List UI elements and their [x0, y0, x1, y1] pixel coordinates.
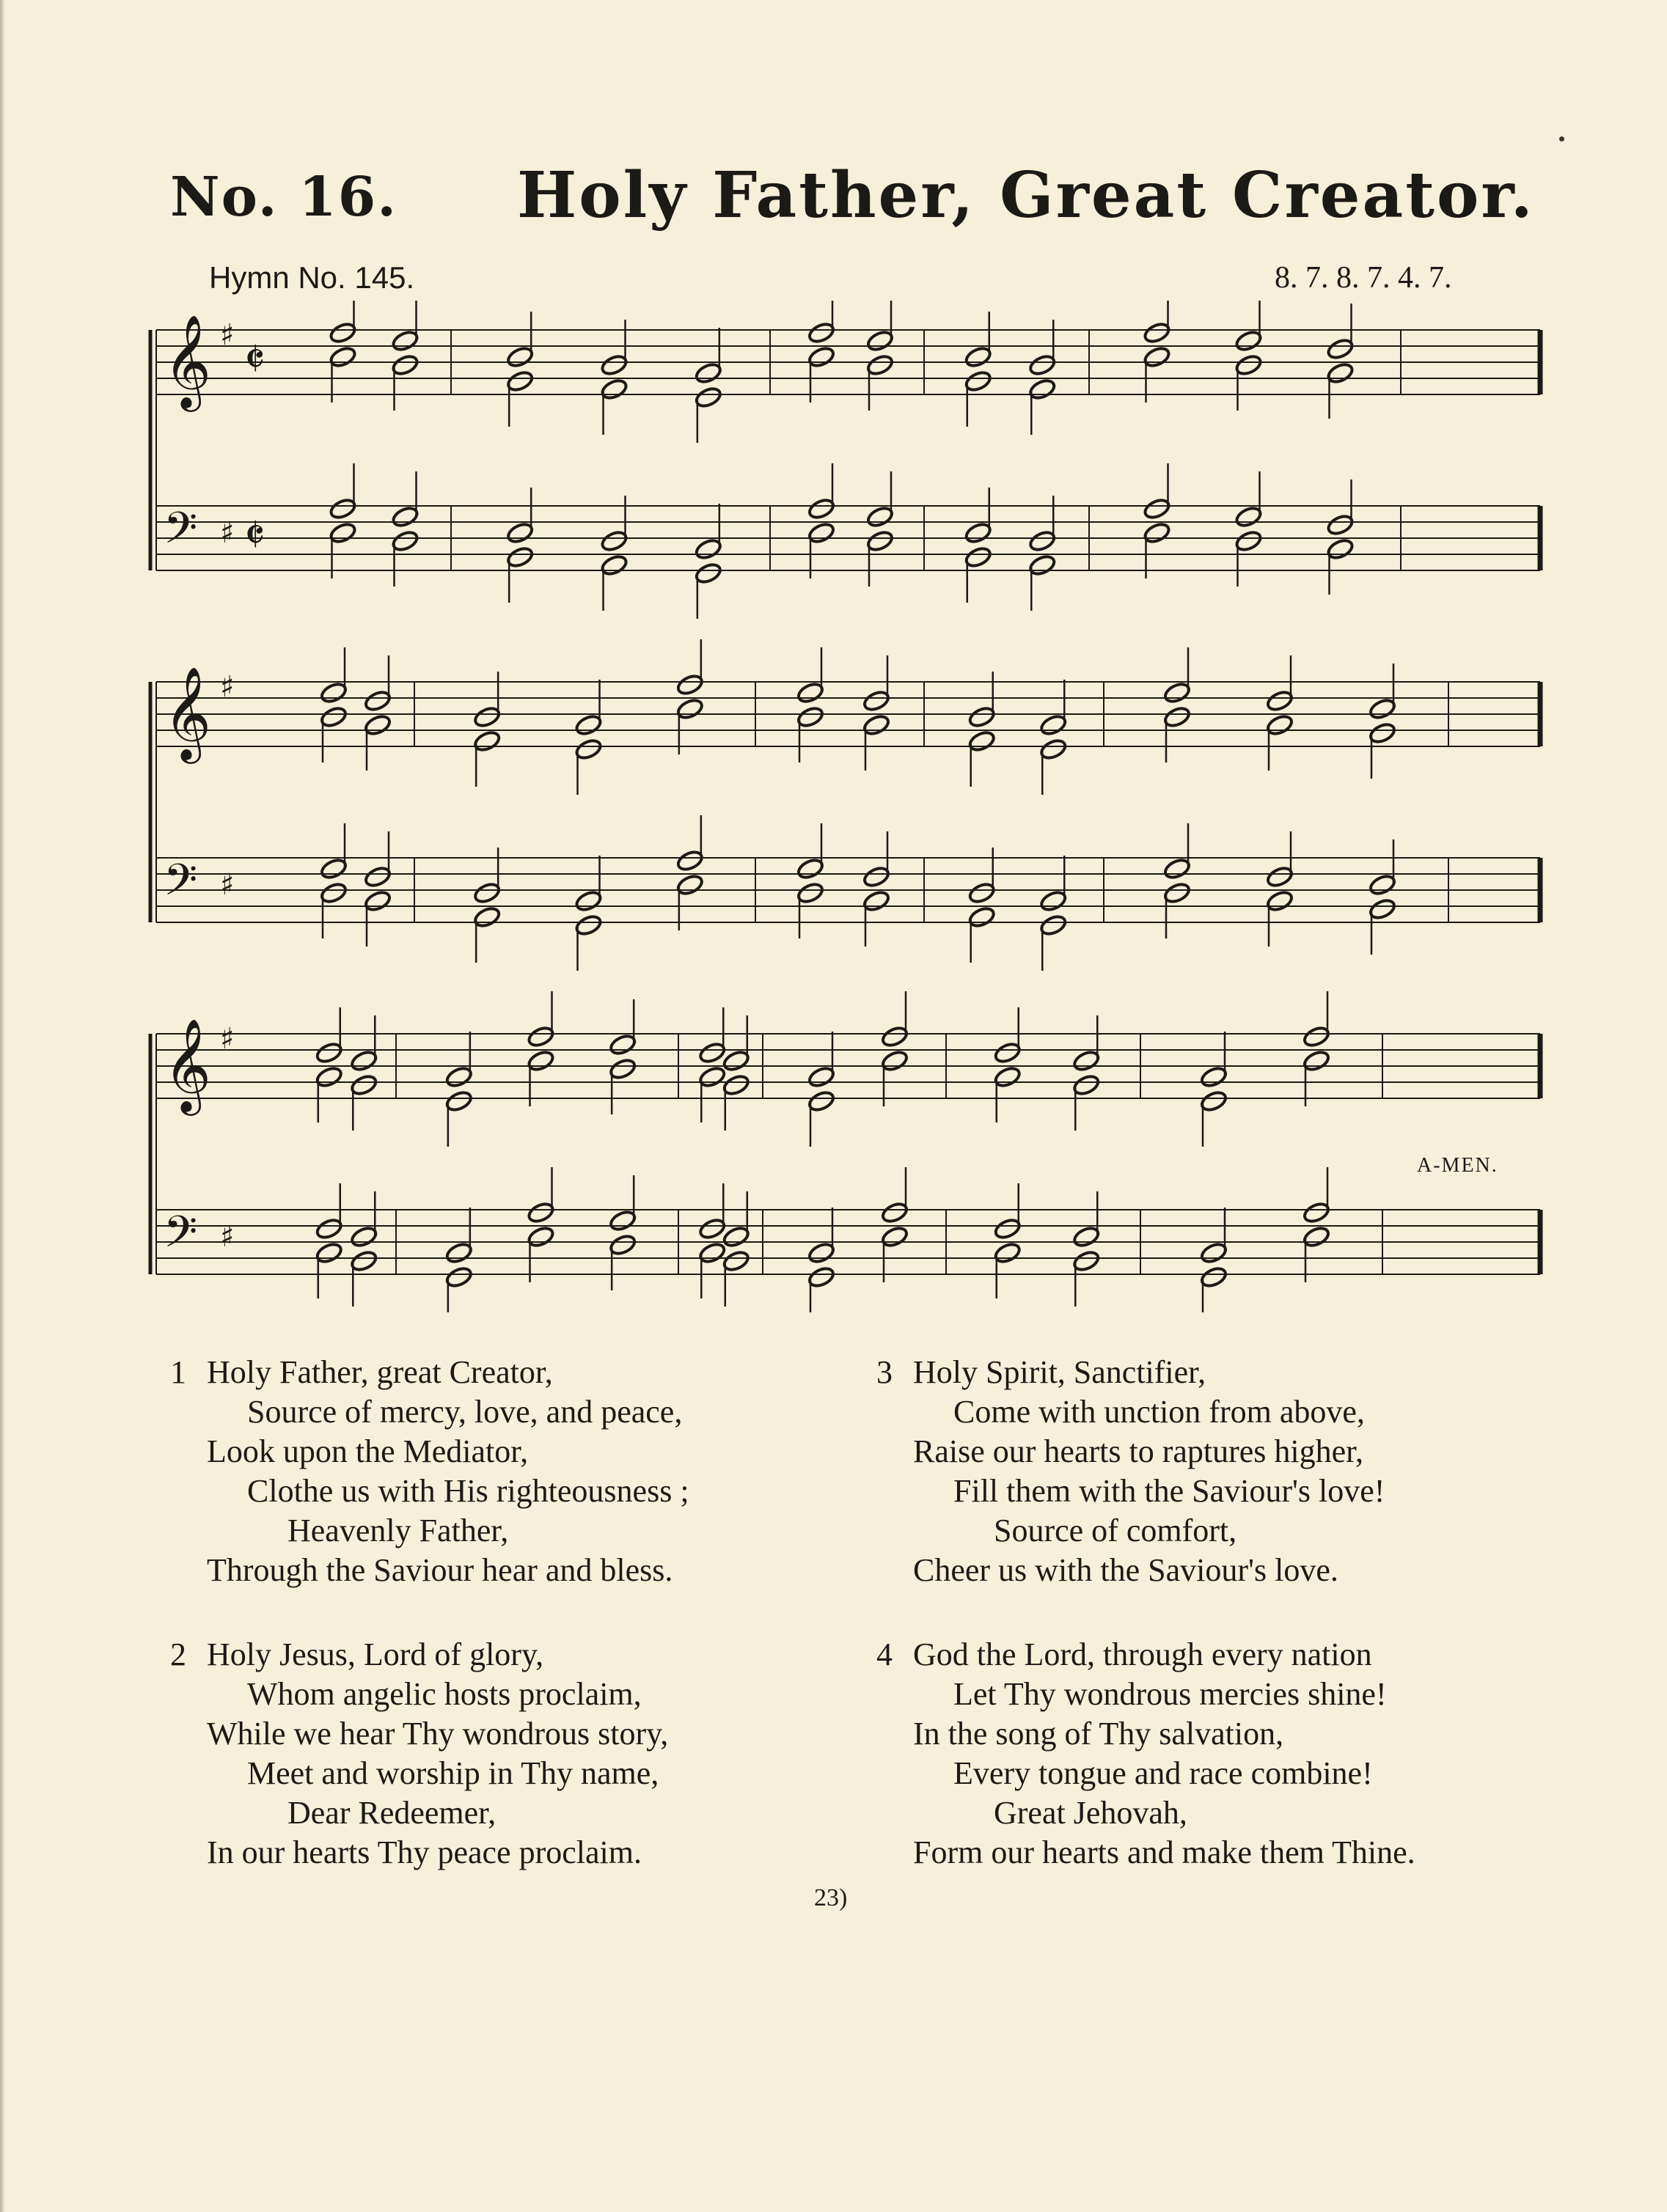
- note-head: [698, 1241, 727, 1265]
- hymn-reference: Hymn No. 145.: [209, 260, 415, 295]
- note-head: [698, 1065, 727, 1089]
- key-signature-sharp: ♯: [220, 318, 235, 352]
- verse-1: [170, 1353, 689, 1590]
- note-head: [1302, 1201, 1330, 1224]
- note-head: [600, 529, 629, 553]
- note-head: [574, 914, 603, 937]
- note-head: [1368, 697, 1396, 721]
- note-head: [993, 1217, 1022, 1241]
- note-head: [807, 1241, 835, 1265]
- note-head: [329, 321, 357, 345]
- note-head: [698, 1217, 727, 1241]
- note-head: [1368, 873, 1396, 897]
- note-head: [967, 705, 996, 729]
- verse-line: Raise our hearts to raptures higher,: [913, 1433, 1364, 1469]
- note-head: [1302, 1225, 1330, 1249]
- note-head: [350, 1225, 378, 1249]
- verse-number: 2: [170, 1636, 186, 1672]
- note-head: [807, 521, 835, 545]
- note-head: [600, 378, 629, 401]
- verse-line: Holy Jesus, Lord of glory,: [207, 1636, 544, 1672]
- treble-clef: 𝄞: [164, 666, 212, 760]
- note-head: [315, 1241, 343, 1265]
- note-head: [880, 1049, 909, 1073]
- note-head: [473, 881, 502, 905]
- note-head: [865, 329, 894, 353]
- note-head: [609, 1233, 637, 1257]
- note-head: [1302, 1025, 1330, 1048]
- verse-line: Dear Redeemer,: [287, 1795, 497, 1831]
- note-head: [1039, 889, 1068, 913]
- note-head: [329, 521, 357, 545]
- verse-line: While we hear Thy wondrous story,: [207, 1716, 669, 1752]
- note-head: [1234, 353, 1263, 377]
- note-head: [506, 521, 535, 545]
- note-head: [964, 521, 992, 545]
- note-head: [600, 353, 629, 377]
- note-head: [1199, 1241, 1228, 1265]
- note-head: [363, 713, 392, 737]
- note-head: [1234, 329, 1263, 353]
- note-head: [1326, 513, 1355, 537]
- verse-line: Source of comfort,: [994, 1513, 1237, 1548]
- note-head: [527, 1225, 555, 1249]
- verse-3: [876, 1353, 1385, 1590]
- bass-clef: 𝄢: [164, 854, 198, 916]
- note-head: [329, 497, 357, 521]
- note-head: [1326, 337, 1355, 361]
- note-head: [600, 554, 629, 577]
- note-head: [1265, 713, 1294, 737]
- note-head: [1143, 521, 1171, 545]
- bass-clef: 𝄢: [164, 1206, 198, 1268]
- note-head: [527, 1201, 555, 1224]
- note-head: [391, 505, 420, 529]
- note-head: [675, 697, 704, 721]
- time-signature: 𝄵: [244, 509, 265, 563]
- key-signature-sharp: ♯: [220, 1022, 235, 1056]
- note-head: [350, 1049, 378, 1073]
- verse-line: Through the Saviour hear and bless.: [207, 1552, 673, 1588]
- note-head: [319, 881, 348, 905]
- verse-line: Every tongue and race combine!: [953, 1755, 1373, 1791]
- note-head: [862, 713, 890, 737]
- note-head: [329, 345, 357, 369]
- note-head: [796, 881, 824, 905]
- note-head: [319, 705, 348, 729]
- page-number: 23): [814, 1884, 848, 1911]
- verse-4: [876, 1635, 1415, 1873]
- time-signature: 𝄵: [244, 333, 265, 387]
- note-head: [865, 529, 894, 553]
- note-head: [796, 857, 824, 881]
- note-head: [722, 1225, 750, 1249]
- note-head: [807, 321, 835, 345]
- verse-number: 4: [876, 1636, 893, 1672]
- key-signature-sharp: ♯: [220, 670, 235, 704]
- title-row: [0, 153, 1667, 248]
- note-head: [315, 1041, 343, 1065]
- verse-line: Form our hearts and make them Thine.: [913, 1834, 1415, 1870]
- note-head: [506, 345, 535, 369]
- note-head: [506, 545, 535, 569]
- note-head: [391, 353, 420, 377]
- note-head: [444, 1065, 473, 1089]
- note-head: [444, 1090, 473, 1113]
- note-head: [694, 361, 722, 385]
- note-head: [609, 1057, 637, 1081]
- note-head: [1143, 345, 1171, 369]
- note-head: [1143, 497, 1171, 521]
- note-head: [964, 545, 992, 569]
- verse-line: In our hearts Thy peace proclaim.: [207, 1834, 642, 1870]
- note-head: [796, 705, 824, 729]
- note-head: [675, 673, 704, 697]
- note-head: [722, 1049, 750, 1073]
- note-head: [1028, 353, 1057, 377]
- note-head: [363, 865, 392, 889]
- verse-number: 3: [876, 1354, 893, 1390]
- note-head: [609, 1209, 637, 1232]
- verse-line: Meet and worship in Thy name,: [247, 1755, 659, 1791]
- note-head: [993, 1041, 1022, 1065]
- note-head: [1234, 505, 1263, 529]
- note-head: [473, 705, 502, 729]
- verse-number: 1: [170, 1354, 186, 1390]
- note-head: [807, 345, 835, 369]
- note-head: [1265, 889, 1294, 913]
- note-head: [574, 713, 603, 737]
- key-signature-sharp: ♯: [220, 1220, 235, 1254]
- note-head: [1028, 554, 1057, 577]
- note-head: [506, 370, 535, 393]
- note-head: [473, 730, 502, 753]
- verse-line: Fill them with the Saviour's love!: [953, 1473, 1385, 1509]
- note-head: [1028, 378, 1057, 401]
- note-head: [1326, 361, 1355, 385]
- note-head: [675, 849, 704, 872]
- note-head: [964, 370, 992, 393]
- note-head: [993, 1241, 1022, 1265]
- note-head: [1199, 1065, 1228, 1089]
- note-head: [1162, 681, 1191, 705]
- note-head: [865, 505, 894, 529]
- note-head: [880, 1225, 909, 1249]
- note-head: [967, 730, 996, 753]
- note-head: [722, 1073, 750, 1097]
- note-head: [363, 889, 392, 913]
- music-score: [143, 301, 1558, 1312]
- note-head: [391, 529, 420, 553]
- note-head: [880, 1025, 909, 1048]
- note-head: [694, 386, 722, 409]
- note-head: [391, 329, 420, 353]
- treble-clef: 𝄞: [164, 314, 212, 408]
- note-head: [807, 1265, 835, 1289]
- verse-line: In the song of Thy salvation,: [913, 1716, 1284, 1752]
- note-head: [967, 881, 996, 905]
- note-head: [1265, 865, 1294, 889]
- score-svg: [143, 301, 1558, 1312]
- note-head: [722, 1249, 750, 1273]
- note-head: [1234, 529, 1263, 553]
- note-head: [675, 873, 704, 897]
- amen-label: A-MEN.: [1417, 1154, 1498, 1177]
- note-head: [865, 353, 894, 377]
- note-head: [350, 1249, 378, 1273]
- note-head: [964, 345, 992, 369]
- verse-line: Whom angelic hosts proclaim,: [247, 1676, 642, 1712]
- note-head: [1199, 1265, 1228, 1289]
- verse-line: God the Lord, through every nation: [913, 1636, 1372, 1672]
- note-head: [1072, 1225, 1101, 1249]
- meter: 8. 7. 8. 7. 4. 7.: [1275, 261, 1452, 295]
- note-head: [1199, 1090, 1228, 1113]
- verse-line: Holy Father, great Creator,: [207, 1354, 553, 1390]
- note-head: [315, 1065, 343, 1089]
- note-head: [1326, 537, 1355, 561]
- note-head: [609, 1033, 637, 1057]
- note-head: [444, 1241, 473, 1265]
- verse-line: Heavenly Father,: [287, 1513, 509, 1548]
- note-head: [350, 1073, 378, 1097]
- note-head: [527, 1025, 555, 1048]
- note-head: [473, 905, 502, 929]
- note-head: [1039, 914, 1068, 937]
- note-head: [1143, 321, 1171, 345]
- verse-line: Let Thy wondrous mercies shine!: [953, 1676, 1387, 1712]
- verse-line: Look upon the Mediator,: [207, 1433, 529, 1469]
- treble-clef: 𝄞: [164, 1018, 212, 1111]
- note-head: [1072, 1049, 1101, 1073]
- note-head: [444, 1265, 473, 1289]
- note-head: [880, 1201, 909, 1224]
- note-head: [1162, 705, 1191, 729]
- note-head: [1265, 689, 1294, 713]
- speck: [1559, 136, 1564, 142]
- hymn-title: Holy Father, Great Creator.: [517, 158, 1535, 232]
- bass-clef: 𝄢: [164, 502, 198, 564]
- note-head: [862, 889, 890, 913]
- note-head: [694, 537, 722, 561]
- note-head: [574, 738, 603, 761]
- note-head: [694, 562, 722, 585]
- note-head: [319, 857, 348, 881]
- note-head: [1028, 529, 1057, 553]
- note-head: [1072, 1249, 1101, 1273]
- note-head: [1039, 738, 1068, 761]
- verse-line: Come with unction from above,: [953, 1394, 1365, 1430]
- note-head: [1162, 881, 1191, 905]
- page-edge: [0, 0, 4, 2212]
- verse-line: Clothe us with His righteousness ;: [247, 1473, 689, 1509]
- note-head: [1302, 1049, 1330, 1073]
- note-head: [1039, 713, 1068, 737]
- note-head: [363, 689, 392, 713]
- note-head: [315, 1217, 343, 1241]
- note-head: [862, 865, 890, 889]
- note-head: [1368, 721, 1396, 745]
- verse-line: Source of mercy, love, and peace,: [247, 1394, 683, 1430]
- note-head: [993, 1065, 1022, 1089]
- hymn-number: No. 16.: [170, 166, 397, 229]
- verse-line: Great Jehovah,: [994, 1795, 1187, 1831]
- note-head: [796, 681, 824, 705]
- note-head: [807, 497, 835, 521]
- note-head: [1162, 857, 1191, 881]
- verse-line: Holy Spirit, Sanctifier,: [913, 1354, 1206, 1390]
- note-head: [1072, 1073, 1101, 1097]
- verse-line: Cheer us with the Saviour's love.: [913, 1552, 1338, 1588]
- note-head: [319, 681, 348, 705]
- note-head: [527, 1049, 555, 1073]
- note-head: [807, 1065, 835, 1089]
- key-signature-sharp: ♯: [220, 868, 235, 902]
- note-head: [1368, 897, 1396, 921]
- note-head: [698, 1041, 727, 1065]
- note-head: [574, 889, 603, 913]
- verse-2: [170, 1635, 669, 1873]
- note-head: [807, 1090, 835, 1113]
- key-signature-sharp: ♯: [220, 516, 235, 550]
- note-head: [862, 689, 890, 713]
- note-head: [967, 905, 996, 929]
